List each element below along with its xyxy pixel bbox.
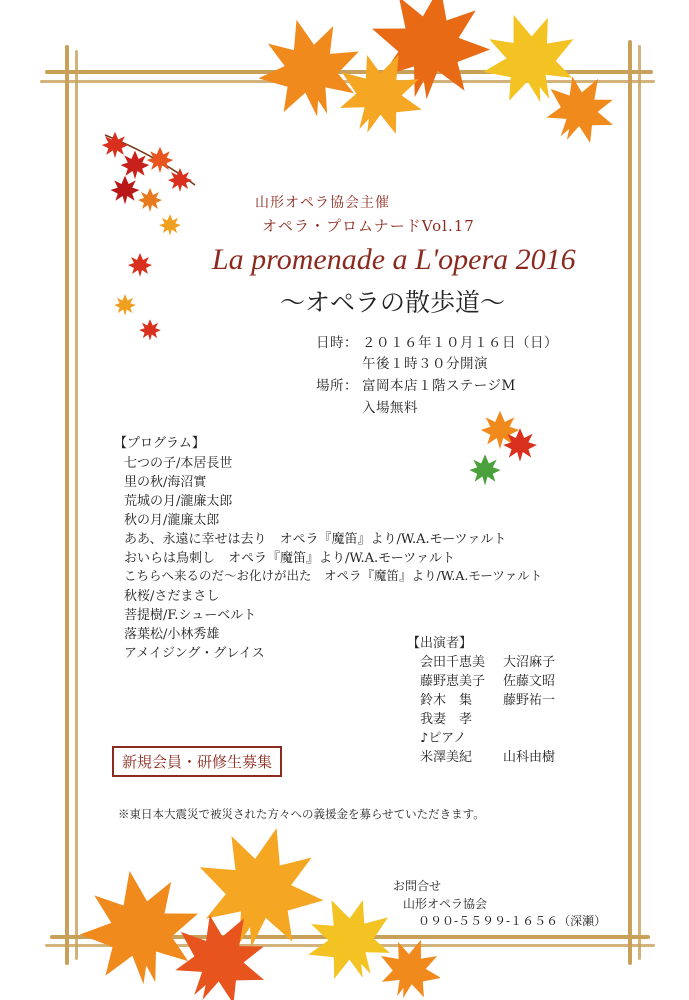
maple-leaves-top-icon [230, 0, 630, 160]
contact-phone: ０９０-５５９９-１６５６（深瀬） [418, 914, 607, 928]
date-label: 日時： [316, 335, 358, 351]
program-item: 七つの子/本居長世 [124, 456, 233, 471]
performer-name: 会田千恵美 [420, 655, 486, 670]
performer-name: 鈴木 集 [420, 693, 473, 708]
small-leaves-cluster-icon [465, 405, 545, 495]
organizer-text: 山形オペラ協会主催 [255, 195, 390, 211]
program-item: 秋の月/瀧廉太郎 [124, 513, 220, 528]
program-item: 里の秋/海沼實 [124, 475, 207, 490]
program-item: 秋桜/さだまさし [124, 589, 220, 604]
contact-label: お問合せ [393, 879, 442, 893]
program-item: アメイジング・グレイス [124, 646, 265, 661]
program-item: 荒城の月/瀧廉太郎 [124, 494, 233, 509]
admission-text: 入場無料 [362, 400, 418, 416]
event-date: ２０１６年１０月１６日（日） [362, 335, 558, 351]
program-item: 菩提樹/F.シューベルト [124, 608, 257, 623]
performer-name: 大沼麻子 [503, 655, 556, 670]
program-item: 落葉松/小林秀雄 [124, 627, 220, 642]
performer-name: 山科由樹 [503, 750, 556, 765]
event-place: 富岡本店１階ステージM [362, 378, 516, 394]
program-item: こちらへ来るのだ～お化けが出た オペラ『魔笛』より/W.A.モーツァルト [124, 568, 543, 583]
event-time: 午後１時３０分開演 [362, 356, 488, 372]
series-title: オペラ・プロムナードVol.17 [262, 217, 475, 235]
program-item: おいらは鳥刺し オペラ『魔笛』より/W.A.モーツァルト [124, 551, 455, 566]
event-title: La promenade a L'opera 2016 [212, 243, 576, 276]
performer-name: 藤野祐一 [503, 693, 556, 708]
performer-name: 我妻 孝 [420, 712, 473, 727]
performer-name: 佐藤文昭 [503, 674, 556, 689]
recruit-box: 新規会員・研修生募集 [112, 746, 282, 777]
program-heading: 【プログラム】 [114, 436, 205, 451]
red-maple-branch-icon [95, 125, 215, 365]
performer-name: 米澤美紀 [420, 750, 473, 765]
performer-name: 藤野恵美子 [420, 674, 486, 689]
place-label: 場所： [316, 378, 358, 394]
event-subtitle: ～オペラの散歩道～ [280, 288, 506, 317]
contact-org: 山形オペラ協会 [403, 897, 488, 911]
maple-leaves-bottom-icon [60, 820, 440, 1000]
program-item: ああ、永遠に幸せは去り オペラ『魔笛』より/W.A.モーツァルト [124, 532, 507, 547]
performers-heading: 【出演者】 [407, 636, 473, 651]
donation-note: ※東日本大震災で被災された方々への義援金を募らせていただきます。 [118, 807, 485, 821]
piano-label: ♪ピアノ [420, 731, 467, 746]
